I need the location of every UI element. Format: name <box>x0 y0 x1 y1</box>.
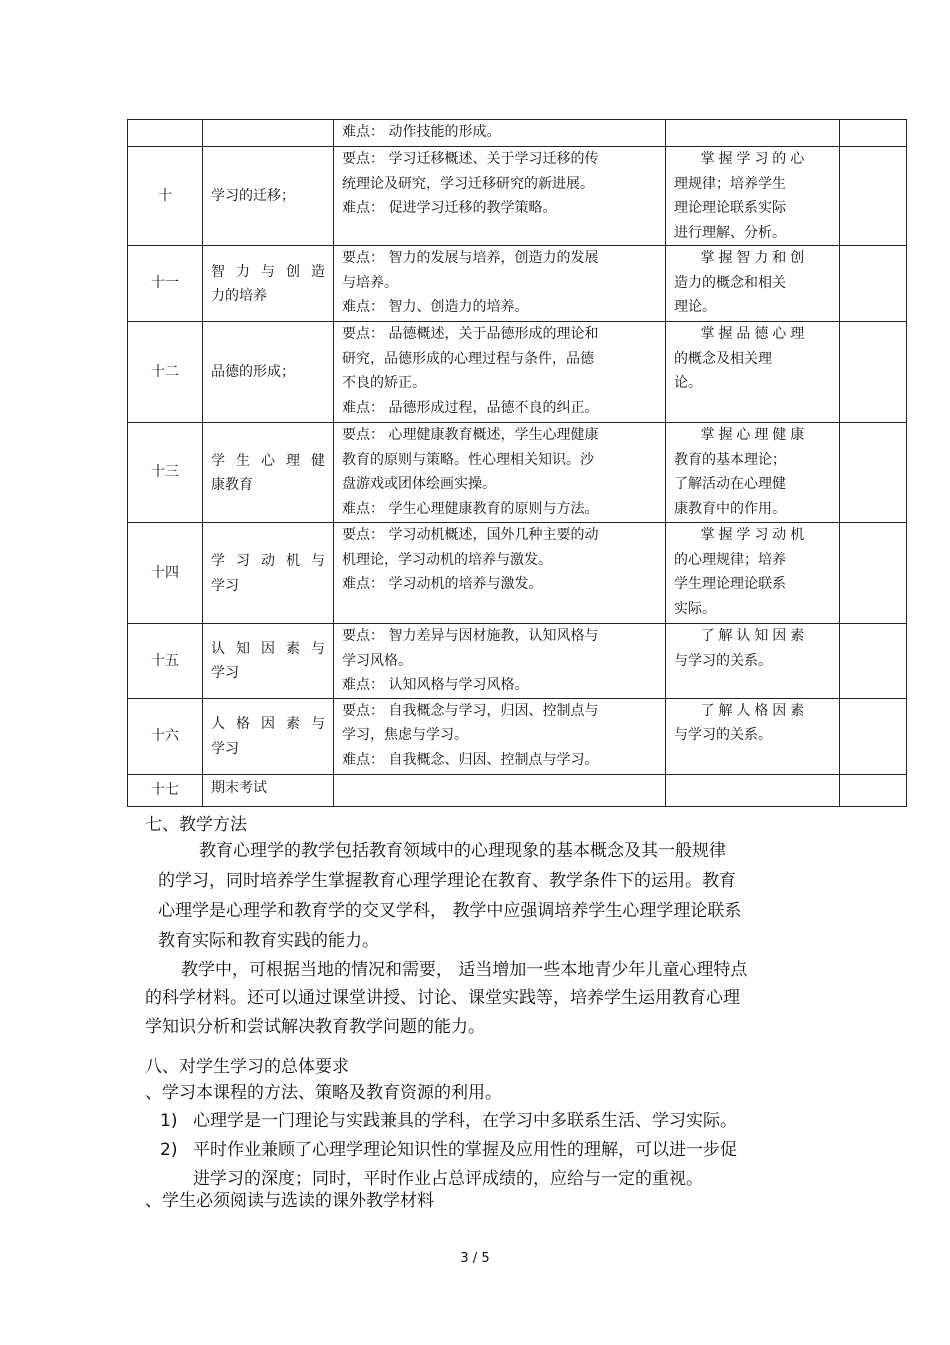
goal-cell <box>666 147 840 246</box>
goal-line: 实际。 <box>674 600 716 617</box>
item-1-text: 心理学是一门理论与实践兼具的学科，在学习中多联系生活、学习实际。 <box>193 1111 737 1131</box>
notes-cell <box>840 624 907 699</box>
topic-line: 学习 <box>211 665 239 682</box>
goal-line: 学生理论理论联系 <box>674 576 786 592</box>
topic-cell <box>203 523 334 624</box>
content-cell <box>334 423 666 523</box>
table-row <box>128 246 907 322</box>
topic-line: 人格因素与 <box>211 716 325 732</box>
topic-cell <box>203 322 334 423</box>
content-line: 难点： 品德形成过程，品德不良的纠正。 <box>342 399 599 416</box>
topic-line: 品德的形成； <box>211 364 295 381</box>
goal-line: 的心理规律；培养 <box>674 551 786 568</box>
notes-cell <box>840 523 907 624</box>
section-7-heading: 七、教学方法 <box>145 815 247 835</box>
week-cell: 十五 <box>128 624 203 699</box>
section-7-para-1-line-2: 的学习，同时培养学生掌握教育心理学理论在教育、教学条件下的运用。教育 <box>158 871 736 891</box>
table-row <box>128 423 907 523</box>
topic-cell <box>203 120 334 147</box>
goal-cell <box>666 698 840 774</box>
notes-cell <box>840 147 907 246</box>
notes-cell <box>840 698 907 774</box>
topic-line: 力的培养 <box>211 288 267 304</box>
content-line: 学习风格。 <box>342 652 412 669</box>
section-8-heading: 八、对学生学习的总体要求 <box>145 1057 349 1077</box>
item-2-text-line-2: 进学习的深度；同时，平时作业占总评成绩的，应给与一定的重视。 <box>193 1169 703 1189</box>
goal-cell <box>666 246 840 322</box>
content-line: 研究，品德形成的心理过程与条件，品德 <box>342 350 594 367</box>
goal-line: 康教育中的作用。 <box>674 500 786 517</box>
week-cell <box>128 120 203 147</box>
topic-line: 康教育 <box>211 477 253 493</box>
goal-line: 理论。 <box>674 299 716 315</box>
content-cell <box>334 698 666 774</box>
topic-line: 学习动机与 <box>211 553 325 569</box>
section-7-para-2-line-2: 的科学材料。还可以通过课堂讲授、讨论、课堂实践等，培养学生运用教育心理 <box>145 988 740 1008</box>
content-line: 不良的矫正。 <box>342 375 426 391</box>
content-line: 统理论及研究，学习迁移研究的新进展。 <box>342 175 594 192</box>
topic-line: 学习 <box>211 740 239 757</box>
goal-line: 了解人格因素 <box>700 702 809 719</box>
goal-line: 理规律；培养学生 <box>674 175 786 192</box>
topic-line: 认知因素与 <box>211 640 325 657</box>
table-row <box>128 774 907 806</box>
week-cell: 十 <box>128 147 203 246</box>
content-line: 要点： 自我概念与学习，归因、控制点与 <box>342 702 599 719</box>
topic-cell <box>203 774 334 806</box>
item-2-text-line-1: 平时作业兼顾了心理学理论知识性的掌握及应用性的理解，可以进一步促 <box>193 1140 737 1160</box>
topic-line: 学习 <box>211 577 239 594</box>
section-7-para-1-line-3: 心理学是心理学和教育学的交叉学科， 教学中应强调培养学生心理学理论联系 <box>158 901 742 921</box>
goal-line: 的概念及相关理 <box>674 350 772 367</box>
topic-line: 期末考试 <box>211 779 267 796</box>
goal-line: 掌握品德心理 <box>700 326 809 342</box>
page-number: 3 / 5 <box>460 1251 490 1266</box>
goal-line: 教育的基本理论； <box>674 451 786 468</box>
goal-cell <box>666 423 840 523</box>
content-line: 要点： 学习动机概述，国外几种主要的动 <box>342 527 599 543</box>
content-line: 盘游戏或团体绘画实操。 <box>342 476 496 492</box>
goal-cell <box>666 322 840 423</box>
content-line: 难点： 认知风格与学习风格。 <box>342 677 529 693</box>
goal-line: 与学习的关系。 <box>674 652 772 669</box>
content-line: 要点： 智力的发展与培养，创造力的发展 <box>342 250 599 266</box>
section-7-para-1-line-1: 教育心理学的教学包括教育领域中的心理现象的基本概念及其一般规律 <box>199 841 726 861</box>
content-line: 难点： 学习动机的培养与激发。 <box>342 576 543 592</box>
topic-cell <box>203 423 334 523</box>
goal-line: 掌握学习动机 <box>700 527 809 543</box>
content-cell <box>334 322 666 423</box>
content-cell <box>334 624 666 699</box>
section-8-sub-1: 、学习本课程的方法、策略及教育资源的利用。 <box>145 1083 502 1103</box>
section-7-para-2-line-1: 教学中，可根据当地的情况和需要， 适当增加一些本地青少年儿童心理特点 <box>181 960 748 980</box>
goal-line: 掌握智力和创 <box>700 250 809 266</box>
content-line: 难点： 学生心理健康教育的原则与方法。 <box>342 500 599 517</box>
item-1-number: 1) <box>160 1111 178 1131</box>
goal-cell <box>666 624 840 699</box>
topic-cell <box>203 246 334 322</box>
content-cell <box>334 147 666 246</box>
goal-line: 论。 <box>674 375 702 391</box>
topic-cell <box>203 624 334 699</box>
topic-line: 学生心理健 <box>211 452 325 469</box>
content-line: 教育的原则与策略。性心理相关知识。沙 <box>342 451 594 468</box>
topic-cell <box>203 698 334 774</box>
goal-line: 了解活动在心理健 <box>674 476 786 492</box>
topic-line: 智力与创造 <box>211 263 325 280</box>
item-2-number: 2) <box>160 1140 178 1160</box>
notes-cell <box>840 120 907 147</box>
week-cell: 十一 <box>128 246 203 322</box>
content-cell <box>334 120 666 147</box>
topic-line: 学习的迁移； <box>211 188 295 205</box>
topic-cell <box>203 147 334 246</box>
content-line: 难点： 动作技能的形成。 <box>342 124 501 140</box>
goal-cell <box>666 774 840 806</box>
content-line: 难点： 促进学习迁移的教学策略。 <box>342 200 557 216</box>
table-row <box>128 624 907 699</box>
table-row <box>128 523 907 624</box>
week-cell: 十六 <box>128 698 203 774</box>
goal-line: 掌握心理健康 <box>700 427 809 443</box>
goal-line: 掌握学习的心 <box>700 151 809 167</box>
goal-line: 与学习的关系。 <box>674 727 772 743</box>
section-7-para-1-line-4: 教育实际和教育实践的能力。 <box>158 931 379 951</box>
content-cell <box>334 523 666 624</box>
content-line: 机理论，学习动机的培养与激发。 <box>342 551 552 568</box>
content-cell <box>334 246 666 322</box>
goal-cell <box>666 523 840 624</box>
table-row <box>128 120 907 147</box>
goal-line: 理论理论联系实际 <box>674 200 786 216</box>
goal-line: 进行理解、分析。 <box>674 224 786 241</box>
content-cell <box>334 774 666 806</box>
table-row <box>128 698 907 774</box>
content-line: 要点： 智力差异与因材施教，认知风格与 <box>342 628 599 644</box>
content-line: 与培养。 <box>342 274 398 291</box>
notes-cell <box>840 423 907 523</box>
notes-cell <box>840 774 907 806</box>
content-line: 学习，焦虑与学习。 <box>342 727 468 743</box>
content-line: 难点： 智力、创造力的培养。 <box>342 299 529 315</box>
table-row <box>128 322 907 423</box>
content-line: 要点： 品德概述，关于品德形成的理论和 <box>342 326 599 342</box>
goal-line: 造力的概念和相关 <box>674 274 786 291</box>
section-7-para-2-line-3: 学知识分析和尝试解决教育教学问题的能力。 <box>145 1017 485 1037</box>
section-8-sub-2: 、学生必须阅读与选读的课外教学材料 <box>145 1191 434 1211</box>
notes-cell <box>840 322 907 423</box>
week-cell: 十七 <box>128 774 203 806</box>
table-row <box>128 147 907 246</box>
content-line: 要点： 学习迁移概述、关于学习迁移的传 <box>342 151 599 167</box>
week-cell: 十三 <box>128 423 203 523</box>
week-cell: 十二 <box>128 322 203 423</box>
content-line: 难点： 自我概念、归因、控制点与学习。 <box>342 751 599 768</box>
week-cell: 十四 <box>128 523 203 624</box>
syllabus-table <box>127 119 907 807</box>
goal-line: 了解认知因素 <box>700 628 809 644</box>
goal-cell <box>666 120 840 147</box>
content-line: 要点： 心理健康教育概述，学生心理健康 <box>342 427 599 443</box>
notes-cell <box>840 246 907 322</box>
